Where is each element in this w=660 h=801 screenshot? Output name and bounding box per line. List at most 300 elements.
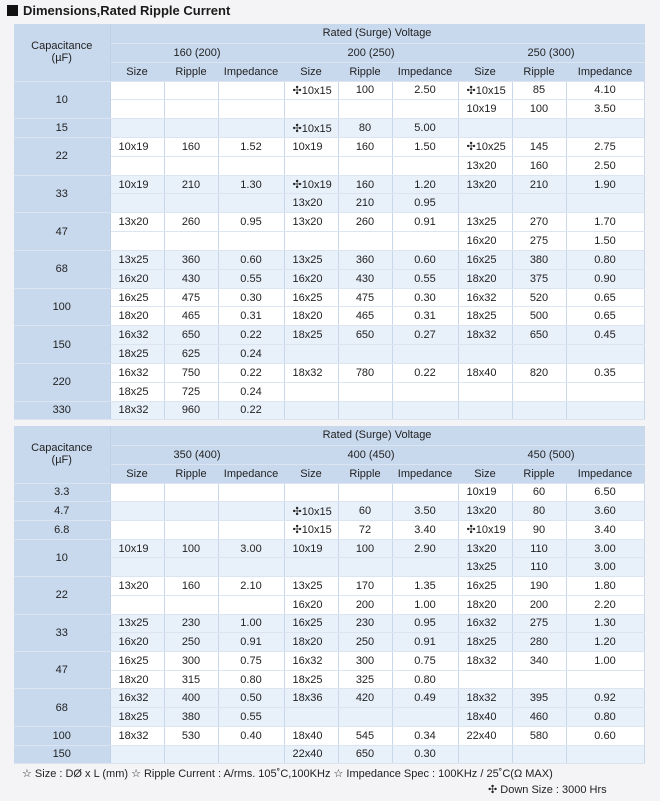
impedance-cell: 0.50 bbox=[218, 689, 284, 708]
size-cell: 18x36 bbox=[284, 689, 338, 708]
ripple-cell: 110 bbox=[512, 558, 566, 577]
size-header: Size bbox=[284, 62, 338, 81]
impedance-cell: 0.22 bbox=[218, 326, 284, 345]
ripple-cell: 340 bbox=[512, 651, 566, 670]
ripple-cell: 725 bbox=[164, 382, 218, 401]
impedance-cell bbox=[218, 520, 284, 539]
impedance-cell bbox=[218, 745, 284, 764]
impedance-cell: 1.30 bbox=[566, 614, 644, 633]
table-row bbox=[14, 502, 644, 521]
size-cell bbox=[458, 745, 512, 764]
impedance-cell bbox=[392, 382, 458, 401]
impedance-cell: 0.60 bbox=[218, 250, 284, 269]
ripple-cell bbox=[338, 345, 392, 364]
impedance-cell: 0.34 bbox=[392, 726, 458, 745]
size-cell: ✣10x15 bbox=[458, 81, 512, 100]
capacitance-header: Capacitance (µF) bbox=[14, 426, 110, 483]
size-cell: 10x19 bbox=[110, 137, 164, 156]
impedance-cell: 1.00 bbox=[566, 651, 644, 670]
ripple-cell bbox=[164, 520, 218, 539]
table-row bbox=[14, 745, 644, 764]
size-cell: 16x32 bbox=[110, 689, 164, 708]
impedance-cell: 0.90 bbox=[566, 269, 644, 288]
impedance-cell bbox=[218, 483, 284, 502]
impedance-cell bbox=[218, 81, 284, 100]
ripple-cell: 520 bbox=[512, 288, 566, 307]
square-bullet-icon bbox=[7, 5, 18, 16]
impedance-cell: 2.50 bbox=[392, 81, 458, 100]
ripple-cell: 300 bbox=[164, 651, 218, 670]
impedance-cell bbox=[218, 194, 284, 213]
ripple-cell: 650 bbox=[512, 326, 566, 345]
capacitance-value: 3.3 bbox=[14, 483, 110, 502]
impedance-cell: 0.60 bbox=[392, 250, 458, 269]
size-cell: 13x20 bbox=[284, 213, 338, 232]
ripple-cell: 275 bbox=[512, 232, 566, 251]
impedance-cell bbox=[392, 100, 458, 119]
ripple-cell: 80 bbox=[512, 502, 566, 521]
table-row bbox=[14, 577, 644, 596]
impedance-cell: 0.22 bbox=[218, 363, 284, 382]
size-cell bbox=[284, 483, 338, 502]
size-cell: 10x19 bbox=[458, 483, 512, 502]
impedance-cell: 0.95 bbox=[392, 614, 458, 633]
ripple-cell: 360 bbox=[164, 250, 218, 269]
ripple-cell: 60 bbox=[512, 483, 566, 502]
ripple-cell: 960 bbox=[164, 401, 218, 420]
size-cell: 13x20 bbox=[110, 213, 164, 232]
capacitance-value: 47 bbox=[14, 213, 110, 251]
impedance-cell: 1.35 bbox=[392, 577, 458, 596]
ripple-cell: 100 bbox=[164, 539, 218, 558]
table-row bbox=[14, 689, 644, 708]
size-cell: 18x25 bbox=[284, 326, 338, 345]
ripple-cell: 275 bbox=[512, 614, 566, 633]
capacitance-value: 10 bbox=[14, 81, 110, 119]
table-row bbox=[14, 137, 644, 156]
capacitance-value: 68 bbox=[14, 689, 110, 726]
size-cell: 16x25 bbox=[284, 614, 338, 633]
impedance-cell: 1.90 bbox=[566, 175, 644, 194]
size-cell: 13x25 bbox=[458, 558, 512, 577]
size-cell: 16x20 bbox=[284, 595, 338, 614]
impedance-cell: 1.50 bbox=[566, 232, 644, 251]
size-cell: 16x20 bbox=[110, 269, 164, 288]
ripple-cell: 250 bbox=[164, 633, 218, 652]
ripple-cell: 160 bbox=[512, 156, 566, 175]
size-cell: 10x19 bbox=[110, 539, 164, 558]
impedance-cell: 0.49 bbox=[392, 689, 458, 708]
size-cell bbox=[110, 595, 164, 614]
ripple-cell bbox=[164, 100, 218, 119]
size-cell: 16x20 bbox=[458, 232, 512, 251]
size-cell: ✣10x19 bbox=[284, 175, 338, 194]
table-row bbox=[14, 81, 644, 100]
size-cell: 18x32 bbox=[458, 326, 512, 345]
impedance-cell: 0.80 bbox=[218, 670, 284, 689]
ripple-cell bbox=[512, 194, 566, 213]
footer-down-size: ✣ Down Size : 3000 Hrs bbox=[488, 784, 607, 796]
size-cell: ✣10x25 bbox=[458, 137, 512, 156]
ripple-cell: 430 bbox=[338, 269, 392, 288]
ripple-cell: 475 bbox=[338, 288, 392, 307]
impedance-cell: 3.00 bbox=[218, 539, 284, 558]
size-cell bbox=[284, 708, 338, 727]
impedance-cell: 0.24 bbox=[218, 382, 284, 401]
size-cell bbox=[110, 745, 164, 764]
table-row bbox=[14, 288, 644, 307]
impedance-cell: 0.75 bbox=[392, 651, 458, 670]
size-cell: 13x20 bbox=[458, 539, 512, 558]
ripple-cell: 650 bbox=[164, 326, 218, 345]
size-cell: 13x25 bbox=[458, 213, 512, 232]
table-row bbox=[14, 483, 644, 502]
capacitance-value: 22 bbox=[14, 577, 110, 614]
size-cell: 18x25 bbox=[110, 382, 164, 401]
impedance-cell: 0.65 bbox=[566, 307, 644, 326]
size-cell: 10x19 bbox=[458, 100, 512, 119]
size-cell: 18x32 bbox=[284, 363, 338, 382]
table-row bbox=[14, 175, 644, 194]
ripple-cell: 90 bbox=[512, 520, 566, 539]
impedance-cell bbox=[218, 232, 284, 251]
ripple-cell bbox=[512, 401, 566, 420]
size-cell: 22x40 bbox=[458, 726, 512, 745]
size-cell: 10x19 bbox=[284, 137, 338, 156]
ripple-cell: 100 bbox=[512, 100, 566, 119]
ripple-cell: 160 bbox=[338, 175, 392, 194]
impedance-cell bbox=[566, 345, 644, 364]
ripple-cell: 100 bbox=[338, 539, 392, 558]
size-cell: ✣10x15 bbox=[284, 520, 338, 539]
size-cell: 16x25 bbox=[284, 288, 338, 307]
ripple-cell: 650 bbox=[338, 745, 392, 764]
capacitance-value: 6.8 bbox=[14, 520, 110, 539]
ripple-cell: 260 bbox=[164, 213, 218, 232]
ripple-cell bbox=[338, 382, 392, 401]
size-cell: 18x25 bbox=[458, 307, 512, 326]
size-cell bbox=[110, 81, 164, 100]
ripple-cell: 460 bbox=[512, 708, 566, 727]
ripple-cell: 380 bbox=[512, 250, 566, 269]
impedance-cell bbox=[566, 382, 644, 401]
size-cell: 16x32 bbox=[110, 326, 164, 345]
table-row bbox=[14, 326, 644, 345]
ripple-cell bbox=[338, 483, 392, 502]
impedance-cell: 0.80 bbox=[566, 708, 644, 727]
impedance-cell: 0.95 bbox=[218, 213, 284, 232]
size-cell: 16x25 bbox=[110, 288, 164, 307]
size-cell: 18x25 bbox=[110, 345, 164, 364]
capacitance-value: 33 bbox=[14, 175, 110, 213]
ripple-cell: 200 bbox=[512, 595, 566, 614]
impedance-cell: 1.80 bbox=[566, 577, 644, 596]
size-cell bbox=[458, 119, 512, 138]
impedance-cell: 0.65 bbox=[566, 288, 644, 307]
ripple-cell: 820 bbox=[512, 363, 566, 382]
ripple-cell: 170 bbox=[338, 577, 392, 596]
ripple-cell bbox=[164, 745, 218, 764]
ripple-cell: 260 bbox=[338, 213, 392, 232]
capacitance-value: 330 bbox=[14, 401, 110, 420]
size-cell: 16x25 bbox=[110, 651, 164, 670]
impedance-cell: 0.30 bbox=[218, 288, 284, 307]
impedance-cell: 1.70 bbox=[566, 213, 644, 232]
ripple-cell bbox=[164, 119, 218, 138]
impedance-cell: 1.30 bbox=[218, 175, 284, 194]
size-header: Size bbox=[110, 62, 164, 81]
impedance-cell bbox=[392, 483, 458, 502]
size-cell: 10x19 bbox=[110, 175, 164, 194]
impedance-cell bbox=[392, 232, 458, 251]
ripple-cell: 230 bbox=[338, 614, 392, 633]
ripple-cell: 100 bbox=[338, 81, 392, 100]
section-title-text: Dimensions,Rated Ripple Current bbox=[23, 2, 231, 18]
ripple-cell: 160 bbox=[338, 137, 392, 156]
ripple-header: Ripple bbox=[512, 464, 566, 483]
ripple-cell bbox=[338, 708, 392, 727]
ripple-cell bbox=[512, 382, 566, 401]
size-cell: 18x40 bbox=[458, 708, 512, 727]
ripple-cell: 430 bbox=[164, 269, 218, 288]
size-cell: 18x32 bbox=[458, 689, 512, 708]
impedance-cell: 1.52 bbox=[218, 137, 284, 156]
impedance-cell: 0.91 bbox=[392, 213, 458, 232]
impedance-cell bbox=[392, 401, 458, 420]
impedance-cell bbox=[566, 119, 644, 138]
impedance-cell bbox=[218, 100, 284, 119]
size-cell bbox=[284, 345, 338, 364]
ripple-cell bbox=[338, 401, 392, 420]
ripple-cell: 160 bbox=[164, 137, 218, 156]
size-header: Size bbox=[284, 464, 338, 483]
size-cell: ✣10x15 bbox=[284, 119, 338, 138]
capacitance-value: 220 bbox=[14, 363, 110, 401]
size-cell bbox=[284, 558, 338, 577]
size-cell: 18x20 bbox=[284, 633, 338, 652]
voltage-header: 160 (200) bbox=[110, 43, 284, 62]
impedance-cell bbox=[218, 502, 284, 521]
impedance-cell: 1.00 bbox=[392, 595, 458, 614]
impedance-cell: 2.20 bbox=[566, 595, 644, 614]
table-row bbox=[14, 250, 644, 269]
ripple-cell: 80 bbox=[338, 119, 392, 138]
size-cell: 13x20 bbox=[110, 577, 164, 596]
size-cell bbox=[110, 483, 164, 502]
impedance-cell: 0.40 bbox=[218, 726, 284, 745]
size-cell: 18x32 bbox=[110, 401, 164, 420]
impedance-header: Impedance bbox=[566, 62, 644, 81]
ripple-cell bbox=[164, 156, 218, 175]
size-cell: 13x25 bbox=[110, 614, 164, 633]
size-header: Size bbox=[458, 62, 512, 81]
size-cell: 10x19 bbox=[284, 539, 338, 558]
size-cell: 13x20 bbox=[284, 194, 338, 213]
size-cell: 13x20 bbox=[458, 175, 512, 194]
ripple-cell: 475 bbox=[164, 288, 218, 307]
ripple-cell: 72 bbox=[338, 520, 392, 539]
ripple-table-low-voltage bbox=[14, 24, 645, 420]
ripple-cell: 780 bbox=[338, 363, 392, 382]
size-cell bbox=[458, 401, 512, 420]
ripple-cell: 230 bbox=[164, 614, 218, 633]
size-cell: 18x32 bbox=[458, 651, 512, 670]
size-cell: 18x25 bbox=[284, 670, 338, 689]
impedance-cell: 0.80 bbox=[392, 670, 458, 689]
size-header: Size bbox=[458, 464, 512, 483]
size-cell: 13x20 bbox=[458, 156, 512, 175]
impedance-cell bbox=[392, 345, 458, 364]
size-cell bbox=[110, 520, 164, 539]
impedance-cell: 0.95 bbox=[392, 194, 458, 213]
size-cell: 22x40 bbox=[284, 745, 338, 764]
ripple-cell: 60 bbox=[338, 502, 392, 521]
impedance-cell bbox=[218, 558, 284, 577]
size-cell: 18x20 bbox=[110, 670, 164, 689]
size-cell: 18x25 bbox=[458, 633, 512, 652]
capacitance-value: 4.7 bbox=[14, 502, 110, 521]
footer-notes: ☆ Size : DØ x L (mm) ☆ Ripple Current : A/rms. 105˚C,100KHz ☆ Impedance Spec : 100KHz / 25˚C(Ω MAX) bbox=[22, 768, 553, 780]
size-cell bbox=[110, 194, 164, 213]
size-cell bbox=[284, 382, 338, 401]
ripple-cell: 210 bbox=[512, 175, 566, 194]
size-cell bbox=[284, 401, 338, 420]
impedance-cell: 3.00 bbox=[566, 558, 644, 577]
ripple-cell bbox=[164, 595, 218, 614]
size-cell bbox=[110, 232, 164, 251]
impedance-header: Impedance bbox=[218, 62, 284, 81]
size-cell: 18x40 bbox=[284, 726, 338, 745]
size-cell: ✣10x19 bbox=[458, 520, 512, 539]
size-cell: 16x25 bbox=[458, 577, 512, 596]
size-cell: 16x20 bbox=[284, 269, 338, 288]
impedance-cell bbox=[566, 194, 644, 213]
impedance-cell: 2.75 bbox=[566, 137, 644, 156]
ripple-cell: 395 bbox=[512, 689, 566, 708]
size-cell: 18x25 bbox=[110, 708, 164, 727]
impedance-cell: 5.00 bbox=[392, 119, 458, 138]
impedance-cell: 2.50 bbox=[566, 156, 644, 175]
ripple-header: Ripple bbox=[164, 62, 218, 81]
voltage-header: 450 (500) bbox=[458, 445, 644, 464]
impedance-cell: 1.20 bbox=[566, 633, 644, 652]
size-cell bbox=[458, 345, 512, 364]
impedance-header: Impedance bbox=[392, 464, 458, 483]
impedance-cell: 0.55 bbox=[218, 708, 284, 727]
section-title bbox=[7, 1, 230, 19]
size-cell bbox=[110, 156, 164, 175]
size-cell: 18x20 bbox=[110, 307, 164, 326]
ripple-cell: 380 bbox=[164, 708, 218, 727]
capacitance-header: Capacitance (µF) bbox=[14, 24, 110, 81]
ripple-cell: 500 bbox=[512, 307, 566, 326]
impedance-cell: 3.60 bbox=[566, 502, 644, 521]
ripple-cell: 300 bbox=[338, 651, 392, 670]
ripple-cell: 85 bbox=[512, 81, 566, 100]
table-row bbox=[14, 401, 644, 420]
impedance-cell bbox=[566, 745, 644, 764]
impedance-cell: 0.45 bbox=[566, 326, 644, 345]
size-cell bbox=[458, 670, 512, 689]
size-cell: ✣10x15 bbox=[284, 502, 338, 521]
ripple-header: Ripple bbox=[164, 464, 218, 483]
size-cell bbox=[110, 558, 164, 577]
table-row bbox=[14, 726, 644, 745]
table-row bbox=[14, 119, 644, 138]
size-cell bbox=[284, 156, 338, 175]
impedance-cell: 3.40 bbox=[566, 520, 644, 539]
size-cell: 13x25 bbox=[284, 577, 338, 596]
impedance-cell bbox=[392, 558, 458, 577]
impedance-cell bbox=[566, 670, 644, 689]
ripple-cell: 315 bbox=[164, 670, 218, 689]
ripple-cell: 270 bbox=[512, 213, 566, 232]
impedance-cell: 0.31 bbox=[218, 307, 284, 326]
ripple-cell bbox=[164, 232, 218, 251]
ripple-cell bbox=[338, 156, 392, 175]
ripple-cell: 580 bbox=[512, 726, 566, 745]
impedance-cell: 0.75 bbox=[218, 651, 284, 670]
impedance-cell: 4.10 bbox=[566, 81, 644, 100]
size-cell bbox=[110, 100, 164, 119]
ripple-cell: 750 bbox=[164, 363, 218, 382]
ripple-cell: 650 bbox=[338, 326, 392, 345]
table-row bbox=[14, 520, 644, 539]
size-cell: 18x20 bbox=[458, 595, 512, 614]
table-row bbox=[14, 213, 644, 232]
ripple-cell: 545 bbox=[338, 726, 392, 745]
ripple-cell: 210 bbox=[164, 175, 218, 194]
size-cell bbox=[284, 100, 338, 119]
size-cell: 18x40 bbox=[458, 363, 512, 382]
impedance-cell: 0.31 bbox=[392, 307, 458, 326]
impedance-cell: 1.50 bbox=[392, 137, 458, 156]
ripple-cell: 400 bbox=[164, 689, 218, 708]
voltage-header: 400 (450) bbox=[284, 445, 458, 464]
impedance-cell: 0.22 bbox=[392, 363, 458, 382]
impedance-cell: 0.80 bbox=[566, 250, 644, 269]
size-cell: ✣10x15 bbox=[284, 81, 338, 100]
ripple-header: Ripple bbox=[512, 62, 566, 81]
ripple-cell: 190 bbox=[512, 577, 566, 596]
impedance-cell: 0.22 bbox=[218, 401, 284, 420]
ripple-cell: 420 bbox=[338, 689, 392, 708]
ripple-cell bbox=[512, 670, 566, 689]
size-cell: 16x20 bbox=[110, 633, 164, 652]
size-cell: 16x32 bbox=[284, 651, 338, 670]
size-header: Size bbox=[110, 464, 164, 483]
ripple-cell bbox=[164, 483, 218, 502]
size-cell: 18x32 bbox=[110, 726, 164, 745]
ripple-cell bbox=[164, 558, 218, 577]
ripple-cell: 200 bbox=[338, 595, 392, 614]
impedance-cell: 0.30 bbox=[392, 745, 458, 764]
impedance-header: Impedance bbox=[218, 464, 284, 483]
size-cell: 18x20 bbox=[284, 307, 338, 326]
impedance-cell bbox=[218, 119, 284, 138]
ripple-cell bbox=[164, 81, 218, 100]
ripple-cell: 210 bbox=[338, 194, 392, 213]
impedance-cell bbox=[218, 156, 284, 175]
impedance-cell bbox=[392, 156, 458, 175]
capacitance-value: 68 bbox=[14, 250, 110, 288]
size-cell bbox=[110, 502, 164, 521]
table-row bbox=[14, 363, 644, 382]
size-cell: 16x25 bbox=[458, 250, 512, 269]
size-cell: 18x20 bbox=[458, 269, 512, 288]
size-cell: 13x25 bbox=[284, 250, 338, 269]
capacitance-value: 22 bbox=[14, 137, 110, 175]
